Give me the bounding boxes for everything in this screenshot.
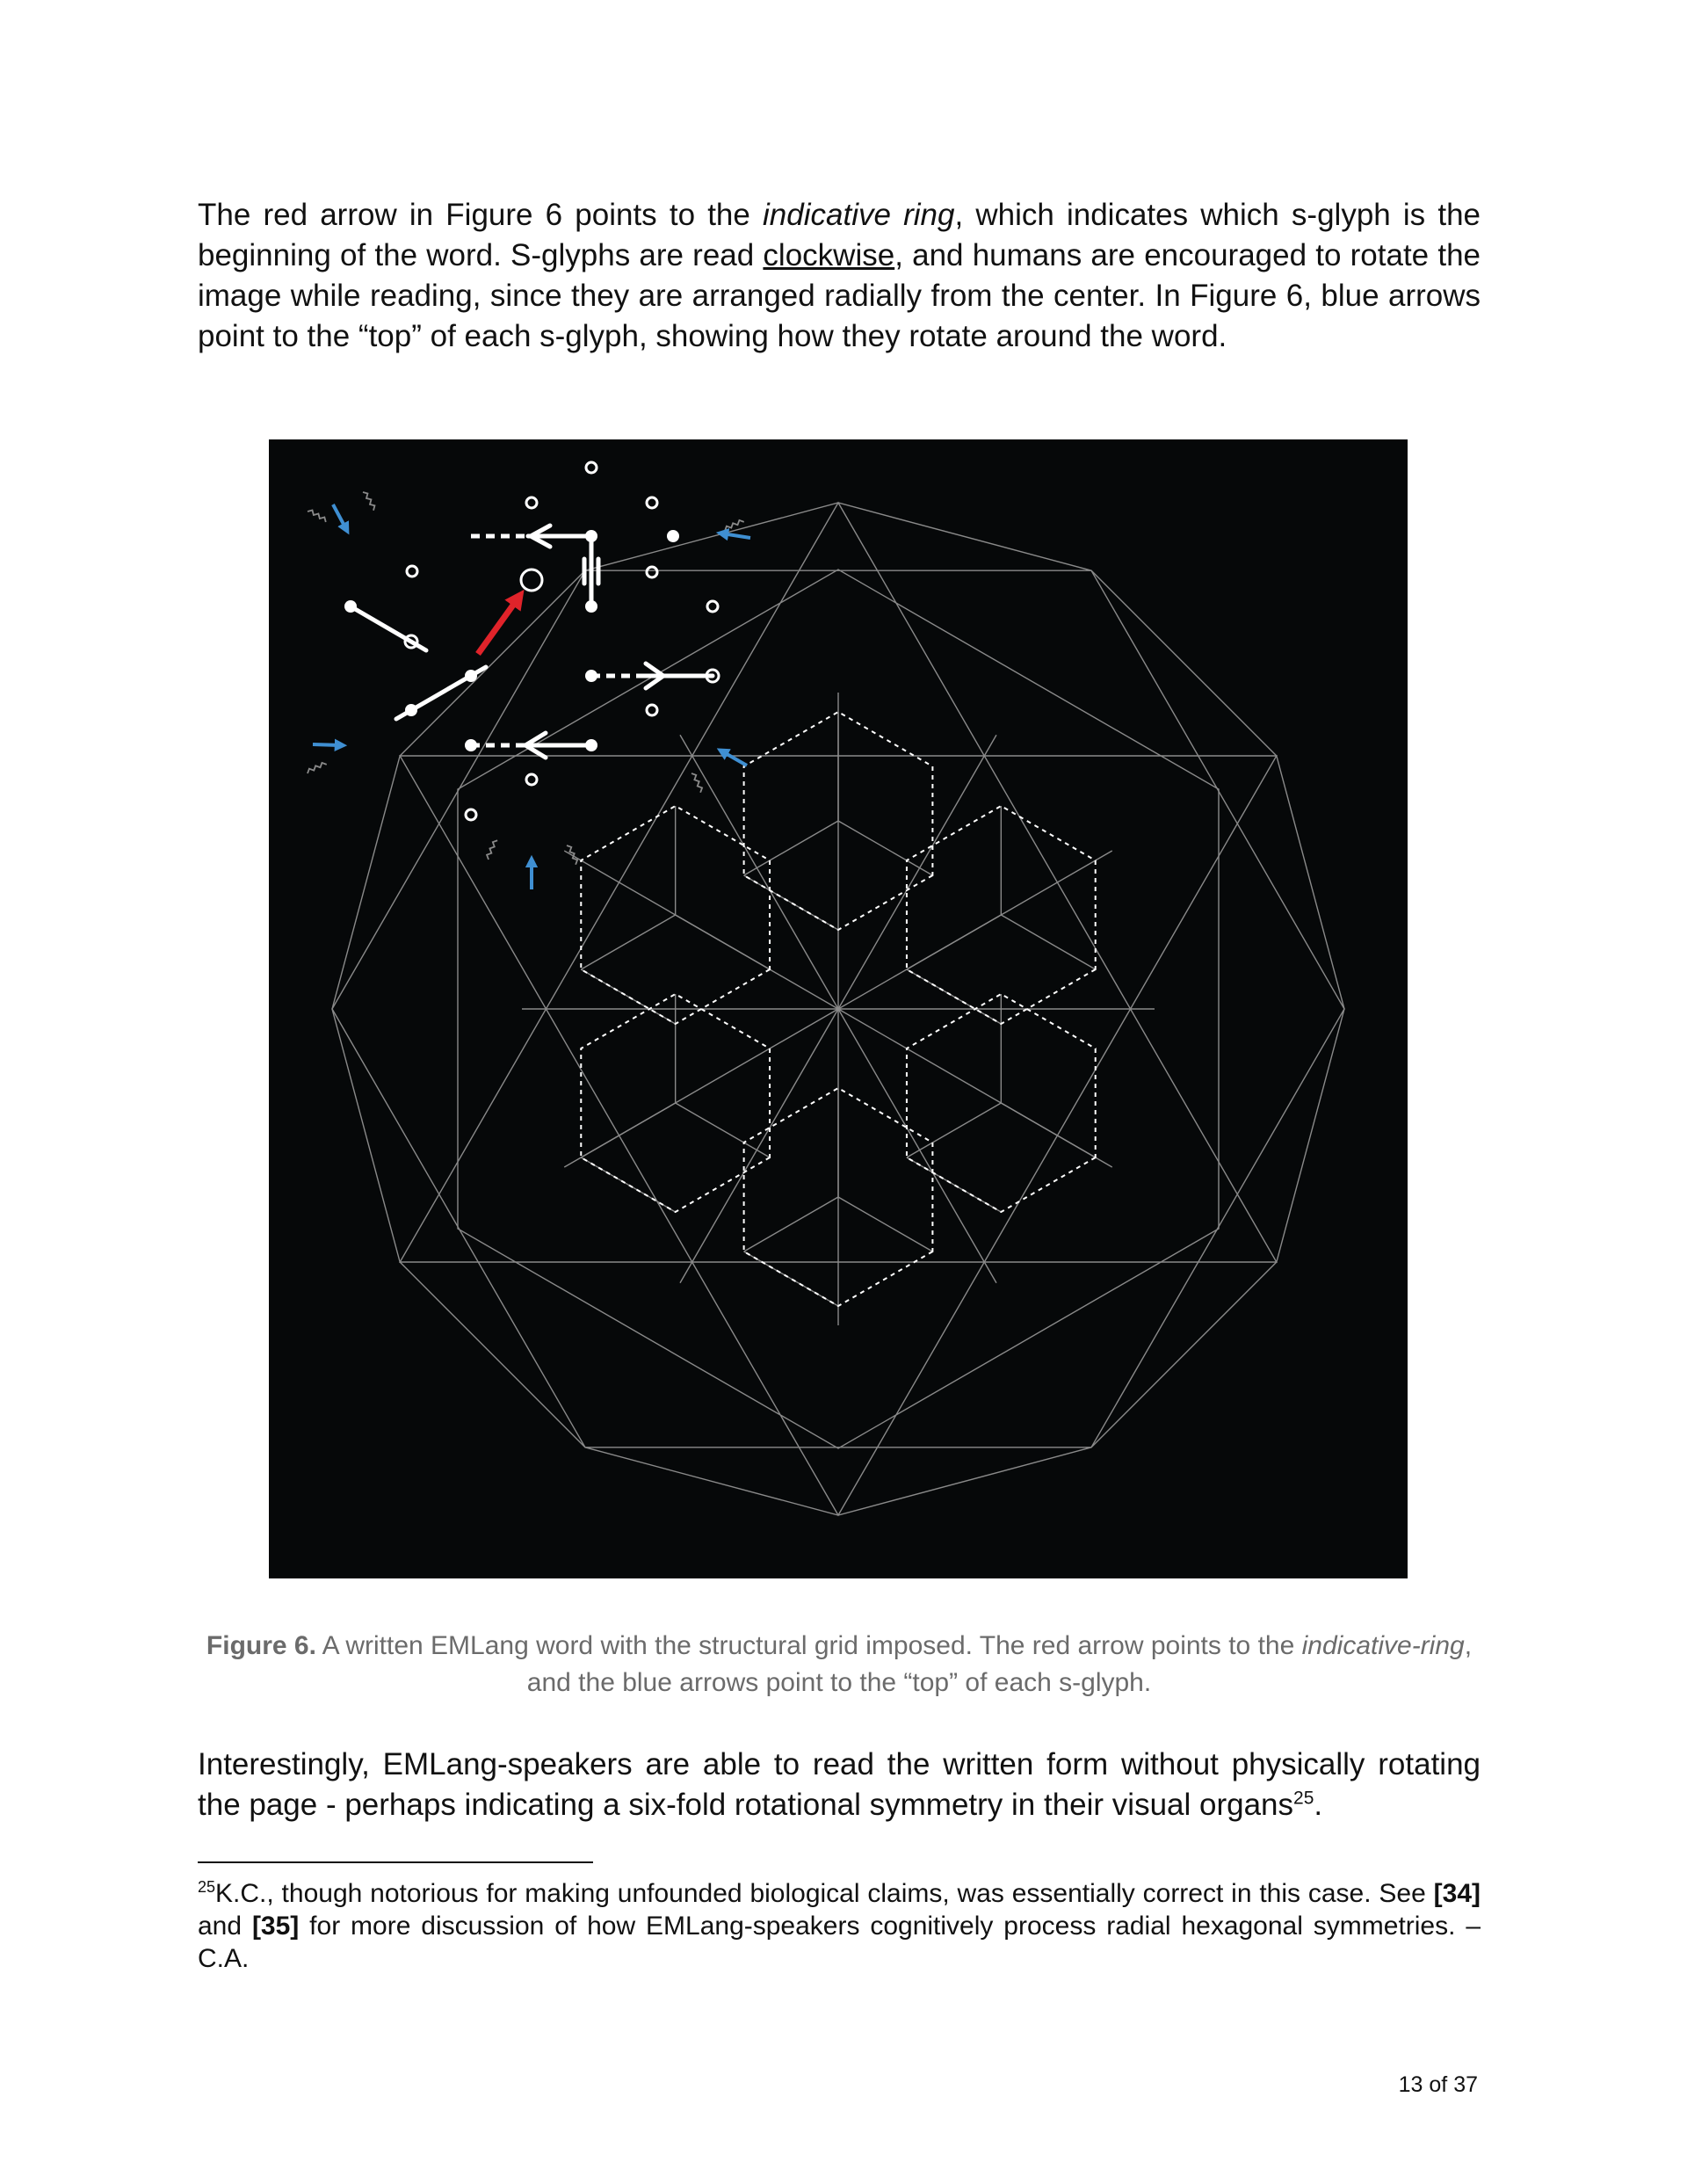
caption-text-1: A written EMLang word with the structural grid imposed. The red arrow points to the [315, 1631, 1302, 1660]
glyph-node [465, 670, 477, 682]
glyph-solid-stroke [351, 606, 426, 650]
s-glyph-top-arrow [313, 744, 341, 745]
glyph-small-ring [526, 497, 537, 508]
glyph-node [465, 739, 477, 751]
glyph-small-ring [586, 462, 597, 473]
emlang-word-diagram [269, 439, 1408, 1578]
s-glyphs [306, 439, 1095, 1306]
figure-caption [198, 1628, 1481, 1701]
glyph-small-ring [707, 601, 718, 612]
figure-6-image [269, 439, 1408, 1578]
caption-text-2: , and the blue arrows point to the “top” of each s-glyph. [526, 1631, 1473, 1697]
intro-text-1: The red arrow in Figure 6 points to the [198, 198, 764, 232]
glyph-node [585, 670, 597, 682]
petal-cube-edge [581, 1103, 675, 1157]
citation-34[interactable]: [34] [1433, 1879, 1481, 1908]
glyph-small-ring [647, 497, 657, 508]
page-number: 13 of 37 [1398, 2072, 1478, 2097]
indicative-ring-term: indicative ring [763, 198, 955, 232]
clockwise-term: clockwise [763, 238, 895, 272]
glyph-small-ring [647, 705, 657, 715]
s-glyph-top-arrow [722, 751, 747, 765]
glyph-node [667, 530, 679, 542]
footnote-text-3: for more discussion of how EMLang-speakers cognitively process radial hexagonal symmetries. – C.A. [198, 1912, 1481, 1973]
petal-cube-edge [744, 1197, 838, 1252]
radial-spoke [838, 735, 996, 1009]
glyph-small-ring [526, 774, 537, 785]
intro-text-3: , and humans are encouraged to rotate the image while reading, since they are arranged radially from the center. In Figure 6, blue arrows point to the “top” of each s-glyph, showing how they rotate around the word. [198, 238, 1481, 353]
petal-cube-edge [907, 915, 1001, 969]
wavy-squiggle [363, 490, 376, 511]
wavy-squiggle [308, 509, 328, 522]
footnote-divider [198, 1861, 593, 1863]
glyph-small-ring [466, 809, 476, 820]
glyph-small-ring [647, 567, 657, 577]
s-glyph-top-arrow [722, 533, 750, 538]
intro-paragraph [198, 195, 1481, 357]
petal-cube-edge [676, 915, 770, 969]
petal-cube-edge [838, 821, 932, 875]
s-glyph-top-arrow [333, 504, 346, 529]
glyph-small-ring [407, 566, 417, 577]
glyph-node [585, 600, 597, 613]
radial-spoke [838, 1009, 996, 1283]
wavy-squiggle [485, 839, 497, 860]
indicative-ring-arrow [478, 598, 518, 654]
caption-indicative-ring: indicative-ring [1301, 1631, 1465, 1660]
footnote-text-1: K.C., though notorious for making unfounded biological claims, was essentially correct in this case. See [215, 1879, 1434, 1908]
petal-cube-edge [744, 821, 838, 875]
footnote-reference[interactable]: 25 [1293, 1788, 1314, 1809]
body-paragraph-2-end: . [1314, 1788, 1323, 1822]
glyph-node [585, 739, 597, 751]
wavy-squiggle [567, 844, 579, 864]
intro-text-2: , which indicates which s-glyph is the beginning of the word. S-glyphs are read [198, 198, 1481, 272]
petal-cube-edge [676, 1103, 770, 1157]
indicative-ring [521, 570, 542, 591]
footnote-number: 25 [198, 1878, 216, 1896]
wavy-squiggle [691, 772, 704, 792]
body-paragraph-2-text: Interestingly, EMLang-speakers are able to read the written form without physically rotating the page - perhaps indicating a six-fold rotational symmetry in their visual organs [198, 1747, 1481, 1822]
radial-spoke [680, 1009, 838, 1283]
body-paragraph-2 [198, 1745, 1481, 1825]
footnote-text-2: and [198, 1912, 252, 1941]
footnote [198, 1877, 1481, 1975]
wavy-squiggle [306, 761, 326, 773]
petal-cube-edge [1001, 1103, 1095, 1157]
structural-grid [332, 503, 1344, 1515]
citation-35[interactable]: [35] [251, 1912, 300, 1941]
petal-cube-edge [907, 1103, 1001, 1157]
petal-cube-edge [838, 1197, 932, 1252]
radial-spoke [680, 735, 838, 1009]
caption-label: Figure 6. [206, 1631, 316, 1660]
glyph-node [405, 704, 417, 716]
